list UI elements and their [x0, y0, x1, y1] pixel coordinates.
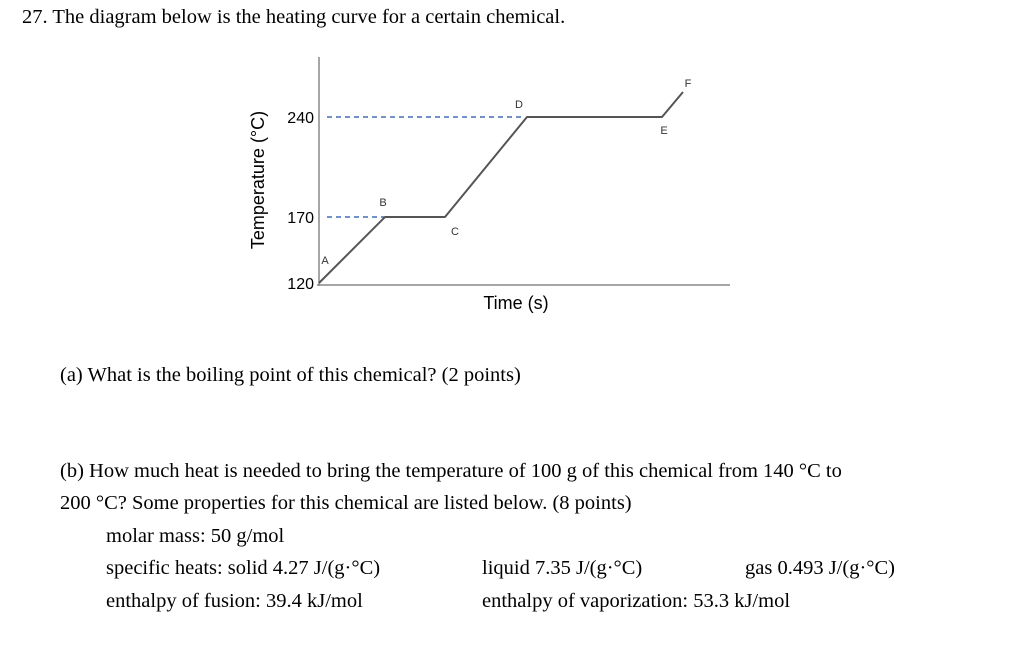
point-label-f: F	[684, 78, 692, 90]
y-tick-label: 120	[287, 276, 314, 293]
heating-curve-line	[319, 92, 683, 283]
enthalpy-vaporization: enthalpy of vaporization: 53.3 kJ/mol	[482, 590, 791, 612]
point-label-a: A	[321, 255, 329, 267]
point-label-c: C	[451, 226, 459, 238]
specific-heat-liquid: liquid 7.35 J/(g·°C)	[482, 557, 643, 579]
point-label-b: B	[379, 197, 387, 209]
molar-mass: molar mass: 50 g/mol	[106, 525, 285, 547]
part-b-question-line1: (b) How much heat is needed to bring the temperature of 100 g of this chemical from 140 °C to	[60, 460, 842, 482]
question-title: 27. The diagram below is the heating curve for a certain chemical.	[22, 6, 566, 28]
y-tick-label: 170	[287, 210, 314, 227]
specific-heat-gas: gas 0.493 J/(g·°C)	[745, 557, 895, 579]
point-label-e: E	[660, 125, 668, 137]
part-a-question: (a) What is the boiling point of this chemical? (2 points)	[60, 364, 521, 386]
point-label-d: D	[515, 99, 523, 111]
y-tick-label: 240	[287, 110, 314, 127]
part-b-question-line2: 200 °C? Some properties for this chemical are listed below. (8 points)	[60, 492, 632, 514]
y-axis-label: Temperature (°C)	[248, 110, 268, 250]
specific-heat-solid: specific heats: solid 4.27 J/(g·°C)	[106, 557, 381, 579]
enthalpy-fusion: enthalpy of fusion: 39.4 kJ/mol	[106, 590, 363, 612]
x-axis-label: Time (s)	[483, 293, 549, 313]
